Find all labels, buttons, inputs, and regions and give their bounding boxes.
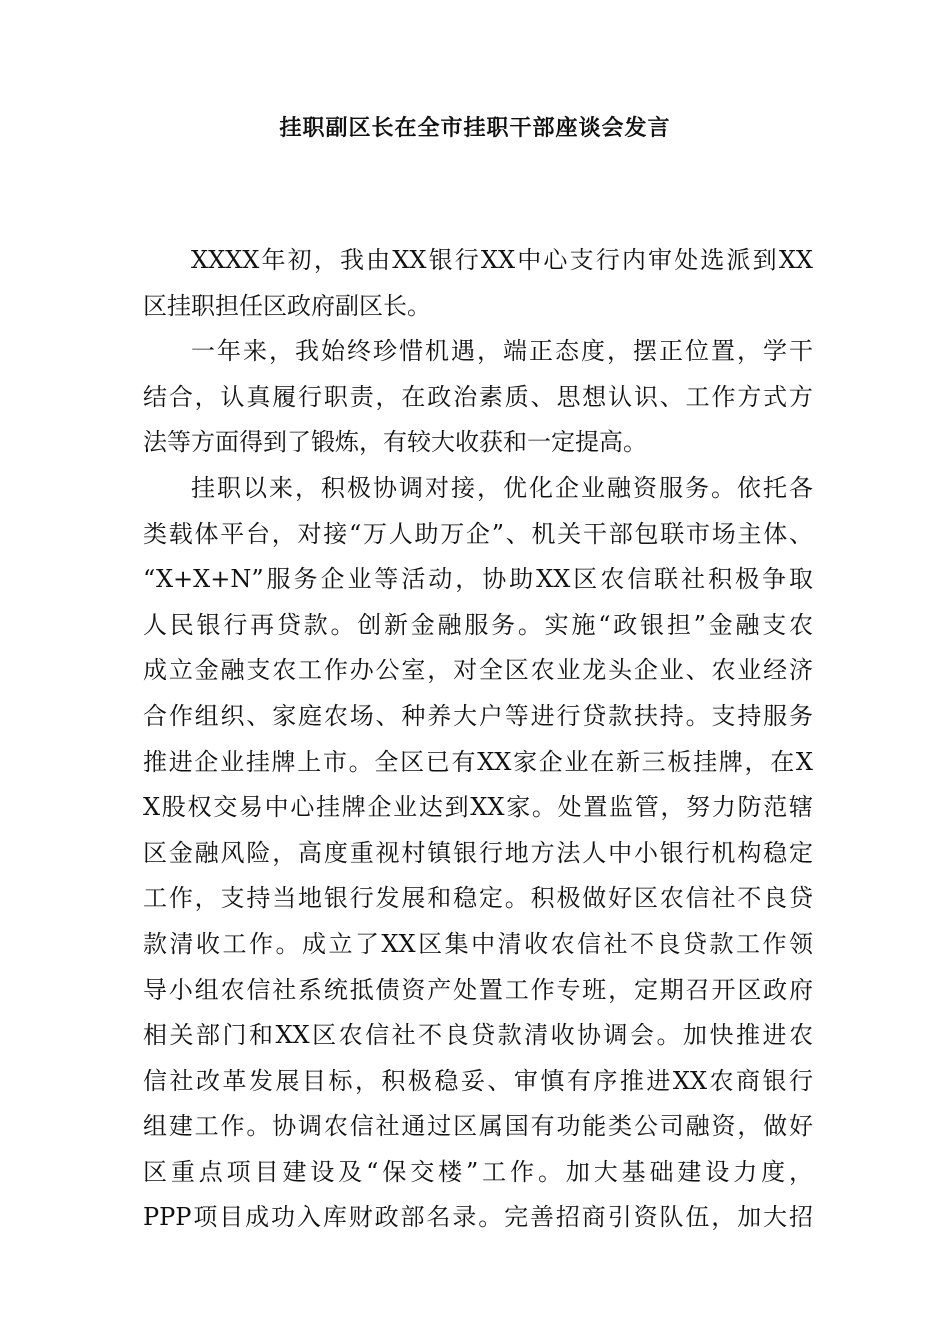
paragraph-line: X股权交易中心挂牌企业达到XX家。处置监管，努力防范辖 xyxy=(143,793,813,822)
paragraph-line: 推进企业挂牌上市。全区已有XX家企业在新三板挂牌，在X xyxy=(143,747,813,776)
paragraph-line: 合作组织、家庭农场、种养大户等进行贷款扶持。支持服务 xyxy=(143,701,813,730)
paragraph-line: 工作，支持当地银行发展和稳定。积极做好区农信社不良贷 xyxy=(143,884,813,913)
paragraph-line: 导小组农信社系统抵债资产处置工作专班，定期召开区政府 xyxy=(143,975,813,1004)
paragraph-line: 区挂职担任区政府副区长。 xyxy=(143,291,431,320)
paragraph-line: 组建工作。协调农信社通过区属国有功能类公司融资，做好 xyxy=(143,1112,813,1141)
paragraph-line: 人民银行再贷款。创新金融服务。实施“政银担”金融支农 xyxy=(143,610,813,639)
paragraph-line: 款清收工作。成立了XX区集中清收农信社不良贷款工作领 xyxy=(143,929,813,958)
paragraph-line: 挂职以来，积极协调对接，优化企业融资服务。依托各 xyxy=(191,473,813,502)
paragraph-line: 信社改革发展目标，积极稳妥、审慎有序推进XX农商银行 xyxy=(143,1066,813,1095)
paragraph-line: 相关部门和XX区农信社不良贷款清收协调会。加快推进农 xyxy=(143,1021,813,1050)
paragraph-line: 类载体平台，对接“万人助万企”、机关干部包联市场主体、 xyxy=(143,519,813,548)
paragraph-line: PPP项目成功入库财政部名录。完善招商引资队伍，加大招 xyxy=(143,1203,813,1232)
paragraph-line: 区重点项目建设及“保交楼”工作。加大基础建设力度， xyxy=(143,1157,813,1186)
paragraph-line: 结合，认真履行职责，在政治素质、思想认识、工作方式方 xyxy=(143,382,813,411)
paragraph-line: 区金融风险，高度重视村镇银行地方法人中小银行机构稳定 xyxy=(143,838,813,867)
paragraph-line: XXXX年初，我由XX银行XX中心支行内审处选派到XX xyxy=(191,246,813,274)
document-title: 挂职副区长在全市挂职干部座谈会发言 xyxy=(279,116,671,141)
paragraph-line: 一年来，我始终珍惜机遇，端正态度，摆正位置，学干 xyxy=(191,337,813,366)
paragraph-line: 法等方面得到了锻炼，有较大收获和一定提高。 xyxy=(143,428,647,457)
paragraph-line: “X+X+N”服务企业等活动，协助XX区农信联社积极争取 xyxy=(143,565,813,594)
document-body xyxy=(143,238,813,1241)
paragraph-line: 成立金融支农工作办公室，对全区农业龙头企业、农业经济 xyxy=(143,656,813,685)
